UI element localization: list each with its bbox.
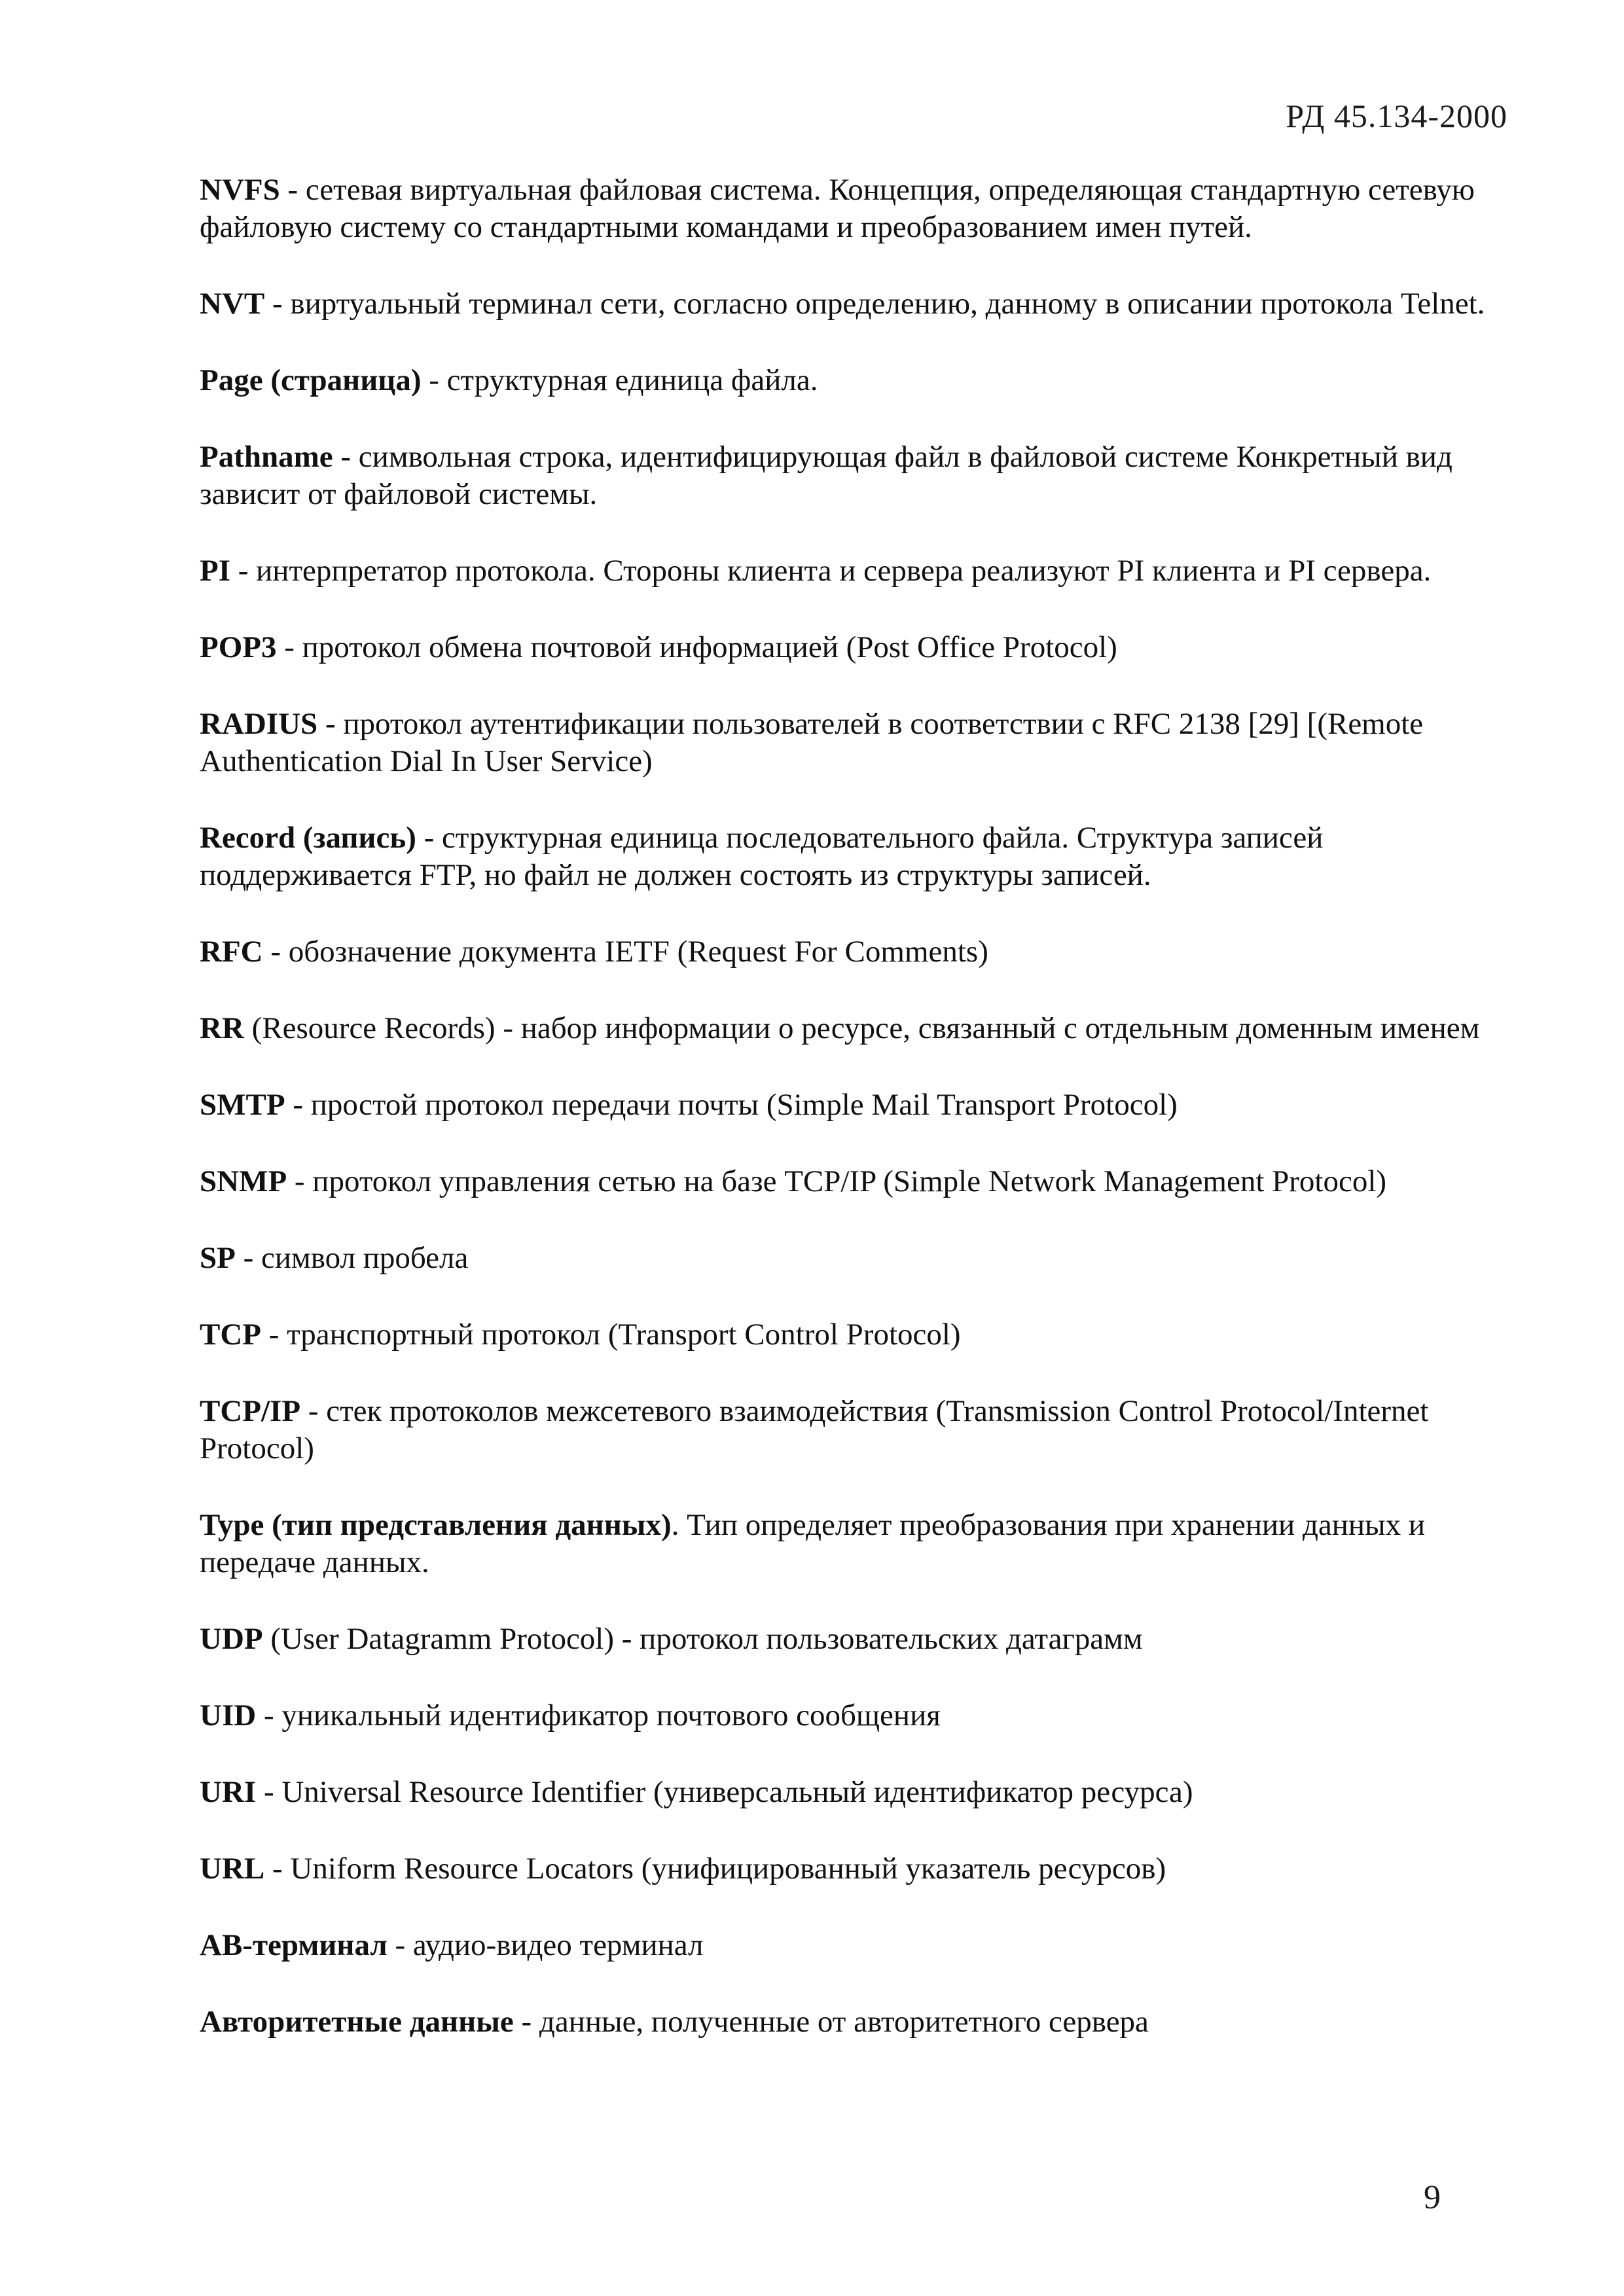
glossary-definition: - транспортный протокол (Transport Control Protocol) (261, 1318, 961, 1352)
glossary-entry-uri (200, 1774, 1515, 1811)
glossary-definition: - данные, полученные от авторитетного сервера (513, 2005, 1149, 2039)
glossary-definition: - обозначение документа IETF (Request For Comments) (262, 935, 988, 969)
glossary-term: URI (200, 1775, 257, 1809)
glossary-definition: - протокол обмена почтовой информацией (Post Office Protocol) (276, 630, 1117, 664)
glossary-entry-smtp (200, 1086, 1515, 1124)
glossary-entry-nvt (200, 285, 1515, 323)
glossary-definition: - виртуальный терминал сети, согласно определению, данному в описании протокола Telnet. (264, 287, 1485, 321)
glossary-term: PI (200, 554, 230, 588)
page-number: 9 (1424, 2179, 1441, 2216)
glossary-entry-pi (200, 552, 1515, 590)
glossary-definition: - структурная единица последовательного файла. Структура записей поддерживается FTP, но файл не должен состоять из структуры записей. (200, 821, 1324, 892)
glossary-entry-record (200, 819, 1515, 894)
glossary-term: POP3 (200, 630, 277, 664)
glossary-term: Page (страница) (200, 363, 422, 397)
glossary-entry-url (200, 1850, 1515, 1888)
glossary-entry-pop3 (200, 629, 1515, 666)
glossary-definition: (User Datagramm Protocol) - протокол пользовательских датаграмм (262, 1622, 1143, 1656)
glossary-definition: . Тип определяет преобразования при хранении данных и передаче данных. (200, 1508, 1426, 1579)
glossary-term: SNMP (200, 1164, 287, 1198)
glossary-term: Авторитетные данные (200, 2005, 514, 2039)
glossary-definition: - символ пробела (235, 1241, 469, 1275)
glossary-term: Record (запись) (200, 821, 416, 855)
glossary-term: TCP/IP (200, 1394, 301, 1428)
glossary-entry-nvfs (200, 171, 1515, 246)
glossary-definition: - Uniform Resource Locators (унифицированный указатель ресурсов) (264, 1852, 1166, 1886)
glossary-term: RFC (200, 935, 263, 969)
glossary-definition: - уникальный идентификатор почтового сообщения (256, 1698, 941, 1732)
glossary-definition: - Universal Resource Identifier (универсальный идентификатор ресурса) (256, 1775, 1193, 1809)
glossary-term: NVT (200, 287, 265, 321)
glossary-definition: - аудио-видео терминал (387, 1928, 704, 1962)
glossary-term: Pathname (200, 440, 333, 474)
glossary-term: SP (200, 1241, 236, 1275)
glossary-term: TCP (200, 1318, 261, 1352)
glossary-entry-page (200, 362, 1515, 399)
glossary-term: RADIUS (200, 707, 318, 741)
glossary-term: URL (200, 1852, 265, 1886)
glossary-term: SMTP (200, 1088, 285, 1122)
glossary-definition: (Resource Records) - набор информации о ресурсе, связанный с отдельным доменным именем (244, 1011, 1480, 1045)
glossary-term: RR (200, 1011, 244, 1045)
document-code: РД 45.134-2000 (1286, 98, 1507, 134)
glossary-definition: - символьная строка, идентифицирующая файл в файловой системе Конкретный вид зависит от файловой системы. (200, 440, 1453, 511)
glossary-entry-authoritative-data (200, 2003, 1515, 2041)
glossary-entry-snmp (200, 1163, 1515, 1200)
glossary-definition: - интерпретатор протокола. Стороны клиента и сервера реализуют PI клиента и PI сервера. (230, 554, 1432, 588)
glossary-definition: - простой протокол передачи почты (Simple Mail Transport Protocol) (285, 1088, 1178, 1122)
glossary-entry-tcp-ip (200, 1393, 1515, 1467)
glossary-term: АВ-терминал (200, 1928, 388, 1962)
glossary-term: UDP (200, 1622, 263, 1656)
glossary-entry-type (200, 1507, 1515, 1581)
glossary-entry-sp (200, 1240, 1515, 1277)
glossary-term: NVFS (200, 173, 280, 207)
glossary-definition: - стек протоколов межсетевого взаимодействия (Transmission Control Protocol/Internet Protocol) (200, 1394, 1429, 1465)
glossary-definition: - структурная единица файла. (421, 363, 818, 397)
glossary-entry-tcp (200, 1316, 1515, 1354)
glossary-entry-av-terminal (200, 1927, 1515, 1964)
glossary-entry-pathname (200, 439, 1515, 513)
glossary-definition: - протокол аутентификации пользователей в соответствии с RFC 2138 [29] [(Remote Authentication Dial In User Service) (200, 707, 1424, 778)
glossary-definition: - протокол управления сетью на базе TCP/IP (Simple Network Management Protocol) (287, 1164, 1387, 1198)
glossary-definition: - сетевая виртуальная файловая система. Концепция, определяющая стандартную сетевую файловую систему со стандартными командами и преобразованием имен путей. (200, 173, 1475, 244)
glossary-entry-rfc (200, 933, 1515, 971)
glossary-entry-udp (200, 1621, 1515, 1658)
glossary-entry-uid (200, 1697, 1515, 1734)
glossary-entry-rr (200, 1010, 1515, 1047)
glossary-term: UID (200, 1698, 257, 1732)
glossary-term: Type (тип представления данных) (200, 1508, 672, 1542)
glossary-entry-radius (200, 706, 1515, 780)
glossary-list (200, 171, 1515, 2080)
